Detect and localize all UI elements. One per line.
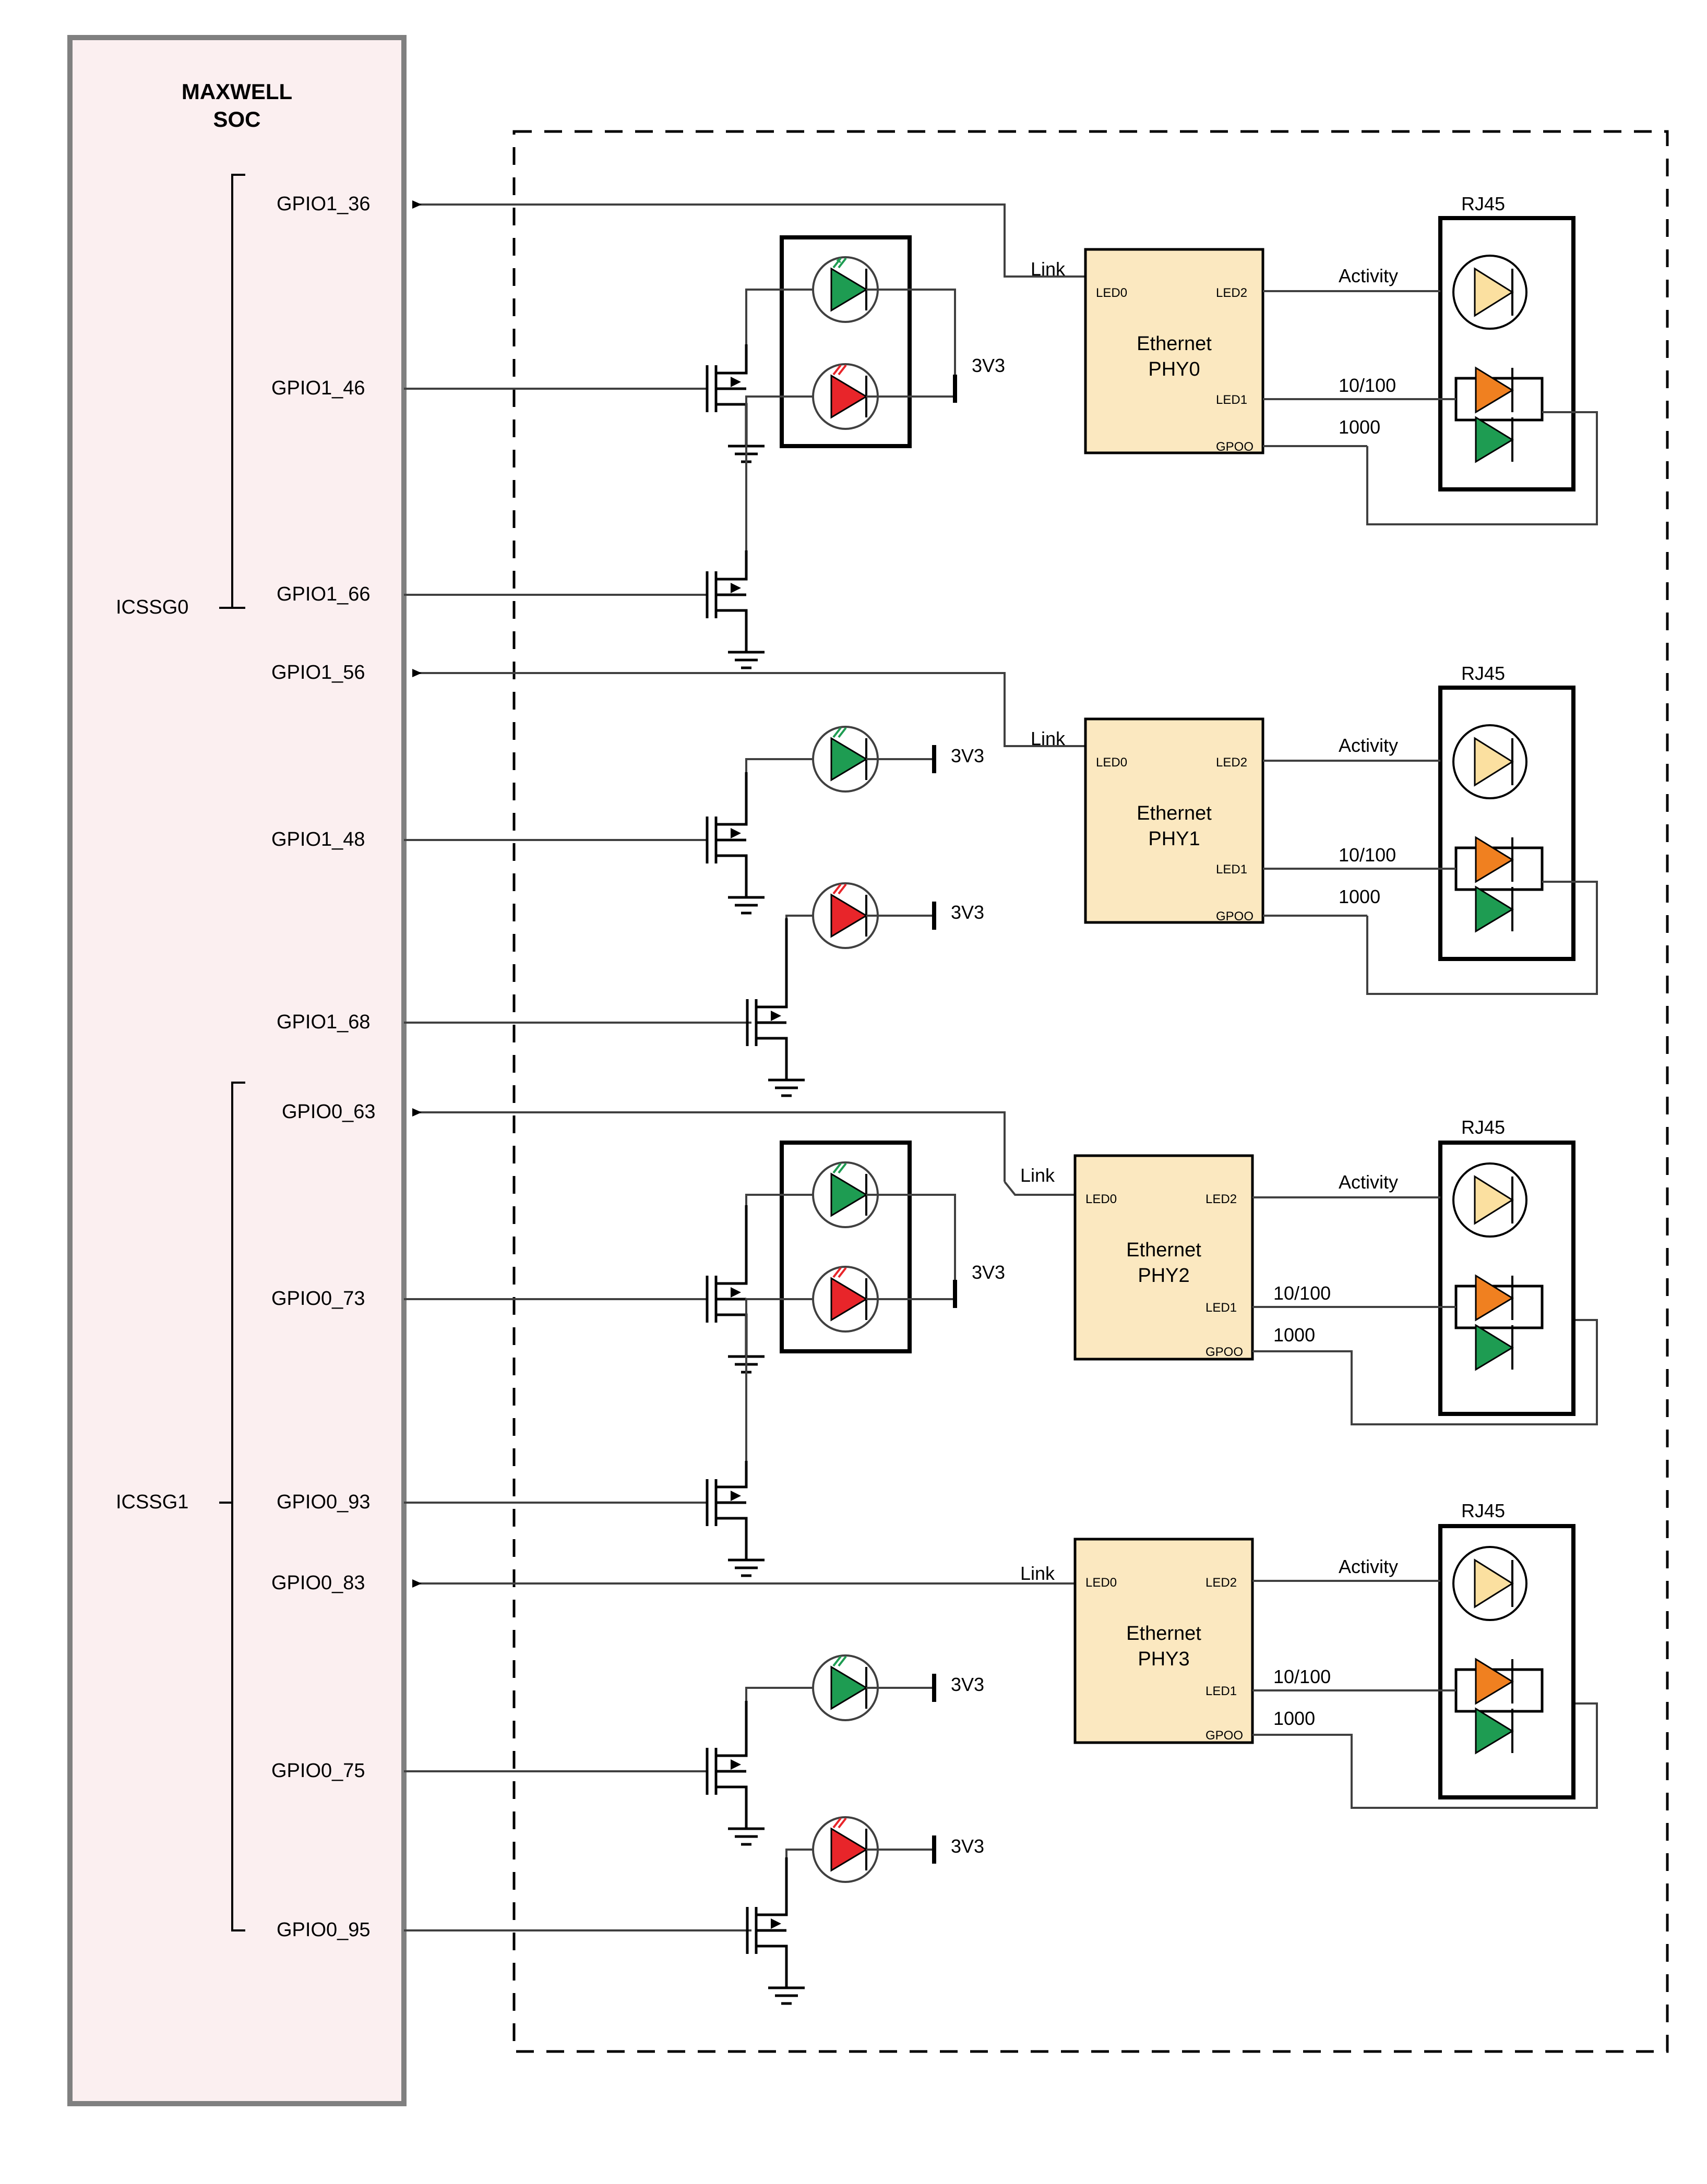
phy1-link-label: Link — [1031, 728, 1066, 749]
phy1-activity-label: Activity — [1339, 735, 1399, 756]
phy3-pin-led1: LED1 — [1205, 1684, 1237, 1698]
phy3-pin-gpoo: GPOO — [1205, 1729, 1244, 1743]
phy3-link-label: Link — [1020, 1563, 1055, 1584]
gpio-label-gpio0-93: GPIO0_93 — [277, 1491, 371, 1513]
phy2-speed-1000-label: 1000 — [1273, 1324, 1316, 1346]
gpio-label-gpio0-73: GPIO0_73 — [271, 1288, 365, 1310]
gpio-label-gpio0-83: GPIO0_83 — [271, 1572, 365, 1594]
phy3-name-line1: Ethernet — [1126, 1623, 1201, 1645]
phy0-name-line2: PHY0 — [1148, 358, 1200, 381]
phy1-pin-gpoo: GPOO — [1216, 909, 1254, 923]
supply-label-1: 3V3 — [951, 745, 985, 766]
phy2-pin-gpoo: GPOO — [1205, 1345, 1244, 1359]
phy0-name-line1: Ethernet — [1137, 333, 1212, 355]
soc-title — [133, 78, 341, 133]
gpio-label-gpio0-95: GPIO0_95 — [277, 1919, 371, 1941]
phy3-pin-led2: LED2 — [1205, 1576, 1237, 1590]
phy1-name-line2: PHY1 — [1148, 828, 1200, 850]
phy1-speed-10-100-label: 10/100 — [1339, 844, 1396, 866]
phy0-pin-gpoo: GPOO — [1216, 440, 1254, 454]
supply-label-2: 3V3 — [951, 902, 985, 923]
soc-name-line1: MAXWELL — [181, 79, 293, 104]
soc-name-line2: SOC — [213, 106, 261, 131]
phy0-pin-led2: LED2 — [1216, 286, 1248, 300]
supply-label-0: 3V3 — [972, 355, 1006, 376]
gpio-label-gpio1-36: GPIO1_36 — [277, 193, 371, 215]
phy3-speed-10-100-label: 10/100 — [1273, 1666, 1331, 1687]
rj45-label-3: RJ45 — [1461, 1500, 1506, 1521]
phy3-pin-led0: LED0 — [1085, 1576, 1117, 1590]
phy1-name-line1: Ethernet — [1137, 802, 1212, 824]
phy1-pin-led2: LED2 — [1216, 755, 1248, 770]
phy1-pin-led0: LED0 — [1096, 755, 1128, 770]
phy0-link-label: Link — [1031, 258, 1066, 280]
phy2-title — [1075, 1238, 1252, 1289]
group-label-icssg0: ICSSG0 — [116, 596, 189, 618]
phy0-pin-led0: LED0 — [1096, 286, 1128, 300]
gpio-label-gpio0-63: GPIO0_63 — [282, 1101, 376, 1123]
phy2-pin-led1: LED1 — [1205, 1301, 1237, 1315]
gpio-label-gpio1-68: GPIO1_68 — [277, 1011, 371, 1033]
phy3-speed-1000-label: 1000 — [1273, 1708, 1316, 1729]
phy2-name-line1: Ethernet — [1126, 1239, 1201, 1261]
supply-label-4: 3V3 — [951, 1674, 985, 1695]
gpio-label-gpio1-56: GPIO1_56 — [271, 662, 365, 683]
phy2-speed-10-100-label: 10/100 — [1273, 1282, 1331, 1304]
phy1-speed-1000-label: 1000 — [1339, 886, 1381, 907]
phy0-activity-label: Activity — [1339, 265, 1399, 286]
phy2-activity-label: Activity — [1339, 1171, 1399, 1193]
gpio-label-gpio1-66: GPIO1_66 — [277, 583, 371, 605]
phy0-pin-led1: LED1 — [1216, 393, 1248, 407]
rj45-label-0: RJ45 — [1461, 193, 1506, 214]
phy2-name-line2: PHY2 — [1138, 1265, 1190, 1287]
phy2-pin-led0: LED0 — [1085, 1192, 1117, 1206]
group-label-icssg1: ICSSG1 — [116, 1491, 189, 1513]
supply-label-3: 3V3 — [972, 1262, 1006, 1283]
gpio-label-gpio1-48: GPIO1_48 — [271, 829, 365, 850]
phy0-speed-1000-label: 1000 — [1339, 416, 1381, 438]
rj45-label-1: RJ45 — [1461, 663, 1506, 684]
phy2-link-label: Link — [1020, 1165, 1055, 1186]
phy1-pin-led1: LED1 — [1216, 862, 1248, 877]
phy1-title — [1085, 801, 1263, 853]
gpio-label-gpio1-46: GPIO1_46 — [271, 377, 365, 399]
gpio-label-gpio0-75: GPIO0_75 — [271, 1760, 365, 1782]
phy2-pin-led2: LED2 — [1205, 1192, 1237, 1206]
phy0-speed-10-100-label: 10/100 — [1339, 375, 1396, 396]
phy3-name-line2: PHY3 — [1138, 1648, 1190, 1671]
phy0-title — [1085, 331, 1263, 383]
phy3-activity-label: Activity — [1339, 1556, 1399, 1577]
rj45-label-2: RJ45 — [1461, 1117, 1506, 1138]
phy3-title — [1075, 1621, 1252, 1673]
supply-label-5: 3V3 — [951, 1835, 985, 1857]
